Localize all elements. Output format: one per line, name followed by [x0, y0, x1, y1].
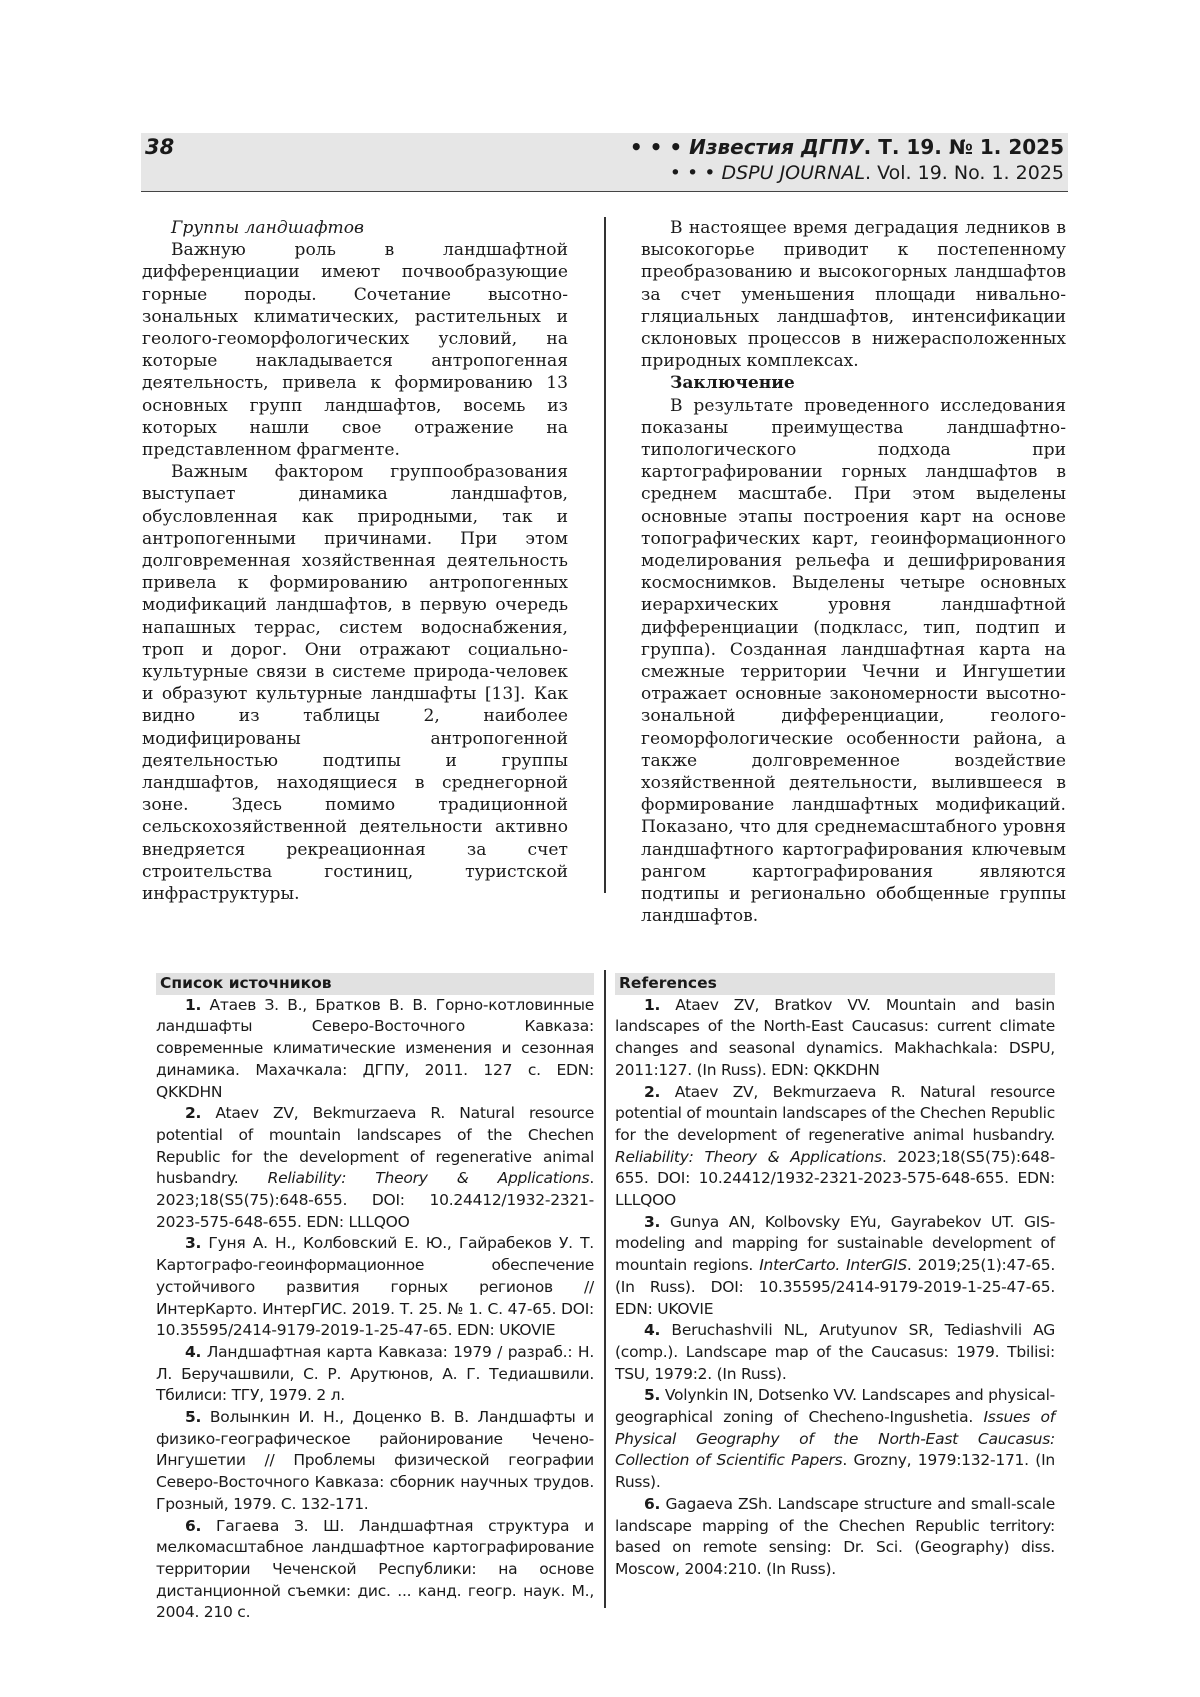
journal-title-ru: • • • Известия ДГПУ. Т. 19. № 1. 2025: [629, 135, 1064, 159]
reference-item: 3. Gunya AN, Kolbovsky EYu, Gayrabekov UT. GIS-modeling and mapping for sustainable development of mountain regions. InterCarto. InterGIS. 2019;25(1):47-65. (In Russ). DOI: 10.35595/2414-9179-2019-1-25-47-65. EDN: UKOVIE: [615, 1212, 1055, 1318]
paragraph: Важным фактором группообразования выступает динамика ландшафтов, обусловленная как природными, так и антропогенными причинами. При этом долговременная хозяйственная деятельность привела к формированию антропогенных модификаций ландшафтов, в первую очередь напашных террас, систем водоснабжения, троп и дорог. Они отражают социально-культурные связи в системе природа-человек и образуют культурные ландшафты [13]. Как видно из таблицы 2, наиболее модифицированы антропогенной деятельностью подтипы и группы ландшафтов, находящиеся в среднегорной зоне. Здесь помимо традиционной сельскохозяйственной деятельности активно внедряется рекреационная за счет строительства гостиниц, туристской инфраструктуры.: [142, 462, 568, 905]
reference-item: 4. Beruchashvili NL, Arutyunov SR, Tediashvili AG (comp.). Landscape map of the Caucasus: 1979. Tbilisi: TSU, 1979:2. (In Russ).: [615, 1321, 1055, 1383]
reference-item: 6. Гагаева З. Ш. Ландшафтная структура и мелкомасштабное ландшафтное картографирование территории Чеченской Республики: на основе дистанционной съемки: дис. ... канд. геогр. наук. М., 2004. 210 с.: [156, 1516, 594, 1622]
reference-item: 2. Ataev ZV, Bekmurzaeva R. Natural resource potential of mountain landscapes of the Chechen Republic for the development of regenerative animal husbandry. Reliability: Theory & Applications. 2023;18(S5(75):648-655. DOI: 10.24412/1932-2321-2023-575-648-655. EDN: LLLQOO: [156, 1104, 594, 1231]
reference-item: 4. Ландшафтная карта Кавказа: 1979 / разраб.: Н. Л. Беручашвили, С. Р. Арутюнов, А. Г. Тедиашвили. Тбилиси: ТГУ, 1979. 2 л.: [156, 1342, 594, 1405]
section-subheading: Группы ландшафтов: [171, 218, 364, 238]
references-ru-title: Список источников: [156, 973, 594, 995]
running-header: [141, 133, 1068, 192]
paragraph: В настоящее время деградация ледников в высокогорье приводит к постепенному преобразованию и высокогорных ландшафтов за счет уменьшения площади нивально-гляциальных ландшафтов, интенсификации склоновых процессов в нижерасположенных природных комплексах.: [641, 218, 1066, 372]
references-en: [615, 973, 1055, 1581]
body-column-left: [142, 217, 568, 905]
journal-title-en: • • • DSPU JOURNAL. Vol. 19. No. 1. 2025: [669, 162, 1064, 184]
body-column-right: [641, 217, 1066, 928]
paragraph: Важную роль в ландшафтной дифференциации имеют почвообразующие горные породы. Сочетание высотно-зональных климатических, растительных и геолого-геоморфологических условий, на которые накладывается антропогенная деятельность, привела к формированию 13 основных групп ландшафтов, восемь из которых нашли свое отражение на представленном фрагменте.: [142, 240, 568, 461]
references-divider: [604, 970, 606, 1608]
reference-item: 5. Волынкин И. Н., Доценко В. В. Ландшафты и физико-географическое районирование Чечено-Ингушетии // Проблемы физической географии Северо-Восточного Кавказа: сборник научных трудов. Грозный, 1979. С. 132-171.: [156, 1408, 594, 1513]
reference-item: 1. Ataev ZV, Bratkov VV. Mountain and basin landscapes of the North-East Caucasus: current climate changes and seasonal dynamics. Makhachkala: DSPU, 2011:127. (In Russ). EDN: QKKDHN: [615, 995, 1055, 1079]
reference-item: 6. Gagaeva ZSh. Landscape structure and small-scale landscape mapping of the Chechen Republic territory: based on remote sensing: Dr. Sci. (Geography) diss. Moscow, 2004:210. (In Russ).: [615, 1494, 1055, 1578]
reference-item: 3. Гуня А. Н., Колбовский Е. Ю., Гайрабеков У. Т. Картографо-геоинформационное обеспечение устойчивого развития горных регионов // ИнтерКарто. ИнтерГИС. 2019. Т. 25. № 1. С. 47-65. DOI: 10.35595/2414-9179-2019-1-25-47-65. EDN: UKOVIE: [156, 1234, 594, 1340]
conclusion-heading: Заключение: [670, 373, 795, 394]
references-en-title: References: [615, 973, 1055, 995]
column-divider: [604, 217, 606, 893]
references-ru: [156, 973, 594, 1624]
paragraph: В результате проведенного исследования показаны преимущества ландшафтно-типологического подхода при картографировании горных ландшафтов в среднем масштабе. При этом выделены основные этапы построения карт на основе топографических карт, геоинформационного моделирования рельефа и дешифрирования космоснимков. Выделены четыре основных иерархических уровня ландшафтной дифференциации (подкласс, тип, подтип и группа). Созданная ландшафтная карта на смежные территории Чечни и Ингушетии отражает основные закономерности высотно-зональной дифференциации, геолого-геоморфологические особенности района, а также долговременное воздействие хозяйственной деятельности, вылившееся в формирование ландшафтных модификаций. Показано, что для среднемасштабного уровня ландшафтного картографирования ключевым рангом картографирования являются подтипы и регионально обобщенные группы ландшафтов.: [641, 395, 1066, 927]
reference-item: 2. Ataev ZV, Bekmurzaeva R. Natural resource potential of mountain landscapes of the Chechen Republic for the development of regenerative animal husbandry. Reliability: Theory & Applications. 2023;18(S5(75):648-655. DOI: 10.24412/1932-2321-2023-575-648-655. EDN: LLLQOO: [615, 1082, 1055, 1210]
page-number: 38: [145, 135, 175, 159]
reference-item: 5. Volynkin IN, Dotsenko VV. Landscapes and physical-geographical zoning of Checheno-Ingushetia. Issues of Physical Geography of the North-East Caucasus: Collection of Scientific Papers. Grozny, 1979:132-171. (In Russ).: [615, 1386, 1055, 1492]
reference-item: 1. Атаев З. В., Братков В. В. Горно-котловинные ландшафты Северо-Восточного Кавказа: современные климатические изменения и сезонная динамика. Махачкала: ДГПУ, 2011. 127 с. EDN: QKKDHN: [156, 995, 594, 1101]
